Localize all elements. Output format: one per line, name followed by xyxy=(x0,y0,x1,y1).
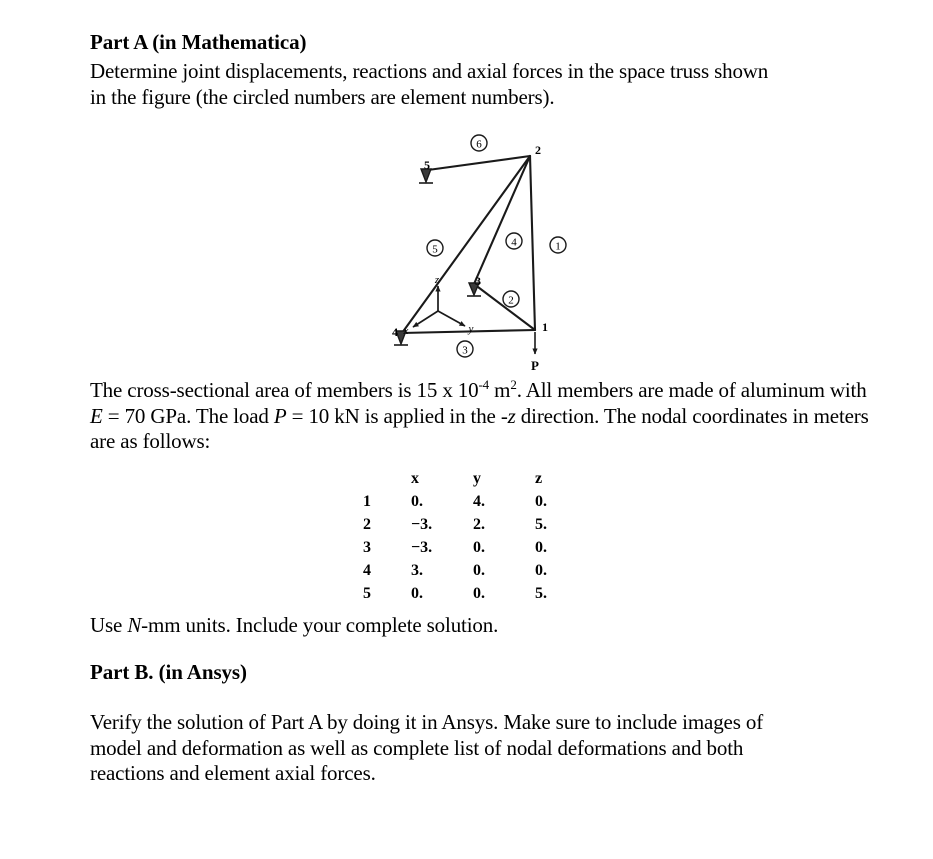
cell-z: 0. xyxy=(535,539,547,556)
part-b-body xyxy=(90,710,880,787)
header-x: x xyxy=(411,470,419,487)
part-b-section xyxy=(90,660,880,685)
cell-y: 0. xyxy=(473,539,485,556)
cell-x: 0. xyxy=(411,585,423,602)
element-number-2-text: 2 xyxy=(508,294,514,307)
units-note-text xyxy=(90,613,880,639)
problem-description xyxy=(90,378,880,455)
desc-seg1: The cross-sectional area of members is 15 x 10 xyxy=(90,378,479,402)
cell-y: 2. xyxy=(473,516,485,533)
part-a-body-line2: in the figure (the circled numbers are element numbers). xyxy=(90,84,555,109)
node-label-1: 1 xyxy=(542,320,548,334)
axis-y-line xyxy=(438,311,465,326)
member-6 xyxy=(428,156,530,170)
element-number-4 xyxy=(506,233,522,249)
desc-sup2: 2 xyxy=(510,377,517,392)
cell-node: 3 xyxy=(363,539,371,556)
cell-z: 5. xyxy=(535,516,547,533)
cell-x: −3. xyxy=(411,539,433,556)
table-header-row xyxy=(363,467,597,490)
desc-seg6: direction. The nodal coordinates in meters are as follows: xyxy=(90,403,869,453)
member-1 xyxy=(530,156,535,330)
table-row xyxy=(363,490,597,513)
part-a-body-line1: Determine joint displacements, reactions and axial forces in the space truss shown xyxy=(90,59,769,83)
desc-seg4: = 70 GPa. The load xyxy=(102,403,274,428)
cell-x: 3. xyxy=(411,562,423,579)
cell-x: 0. xyxy=(411,493,423,510)
header-node xyxy=(363,467,411,490)
load-label-P: P xyxy=(531,358,539,373)
desc-sup1: -4 xyxy=(478,377,490,392)
symbol-N: N xyxy=(127,613,142,637)
cell-z: 5. xyxy=(535,585,547,602)
element-number-2 xyxy=(503,291,519,307)
header-y: y xyxy=(473,470,481,487)
element-number-5-text: 5 xyxy=(432,243,438,256)
description-text xyxy=(90,378,880,455)
table-row xyxy=(363,536,597,559)
element-number-3-text: 3 xyxy=(462,344,468,357)
nodal-coordinate-table xyxy=(363,467,597,605)
cell-node: 1 xyxy=(363,493,371,510)
axis-label-y: y xyxy=(468,323,474,335)
node-label-3: 3 xyxy=(475,274,481,288)
units-seg2: -mm units. Include your complete solution. xyxy=(141,613,499,637)
cell-node: 4 xyxy=(363,562,371,579)
desc-seg5: = 10 kN is applied in the - xyxy=(286,403,508,428)
table-row xyxy=(363,513,597,536)
header-z: z xyxy=(535,470,543,487)
symbol-z: z xyxy=(507,403,516,428)
cell-z: 0. xyxy=(535,493,547,510)
element-number-6 xyxy=(471,135,487,151)
part-b-body-line3: reactions and element axial forces. xyxy=(90,761,376,785)
cell-y: 4. xyxy=(473,493,485,510)
node-label-4: 4 xyxy=(392,325,398,339)
cell-node: 2 xyxy=(363,516,371,533)
element-number-1 xyxy=(550,237,566,253)
member-4 xyxy=(474,156,530,284)
part-a-body xyxy=(90,59,880,110)
part-a-heading: Part A (in Mathematica) xyxy=(90,30,307,54)
desc-seg3: . All members are made of aluminum with xyxy=(516,378,867,402)
part-b-body-line2: model and deformation as well as complete list of nodal deformations and both xyxy=(90,735,744,760)
part-b-heading: Part B. (in Ansys) xyxy=(90,660,247,684)
axis-label-z: z xyxy=(434,274,440,286)
cell-y: 0. xyxy=(473,585,485,602)
cell-node: 5 xyxy=(363,585,371,602)
element-number-5 xyxy=(427,240,443,256)
part-a-section xyxy=(90,30,880,110)
axis-label-x: x xyxy=(403,325,409,337)
element-number-6-text: 6 xyxy=(476,138,482,151)
table-row xyxy=(363,582,597,605)
part-b-body-line1: Verify the solution of Part A by doing it in Ansys. Make sure to include images of xyxy=(90,710,764,734)
units-note xyxy=(90,613,880,639)
cell-y: 0. xyxy=(473,562,485,579)
element-number-3 xyxy=(457,341,473,357)
node-label-5: 5 xyxy=(424,158,430,172)
space-truss-figure xyxy=(380,128,600,373)
part-b-body-text xyxy=(90,710,880,787)
symbol-P: P xyxy=(273,403,287,428)
symbol-E: E xyxy=(90,403,103,428)
node-label-2: 2 xyxy=(535,143,541,157)
cell-z: 0. xyxy=(535,562,547,579)
member-2 xyxy=(474,284,535,330)
element-number-1-text: 1 xyxy=(555,240,561,253)
element-number-4-text: 4 xyxy=(511,236,517,249)
units-seg1: Use xyxy=(90,613,128,637)
table-row xyxy=(363,559,597,582)
cell-x: −3. xyxy=(411,516,433,533)
desc-seg2: m xyxy=(489,378,511,402)
